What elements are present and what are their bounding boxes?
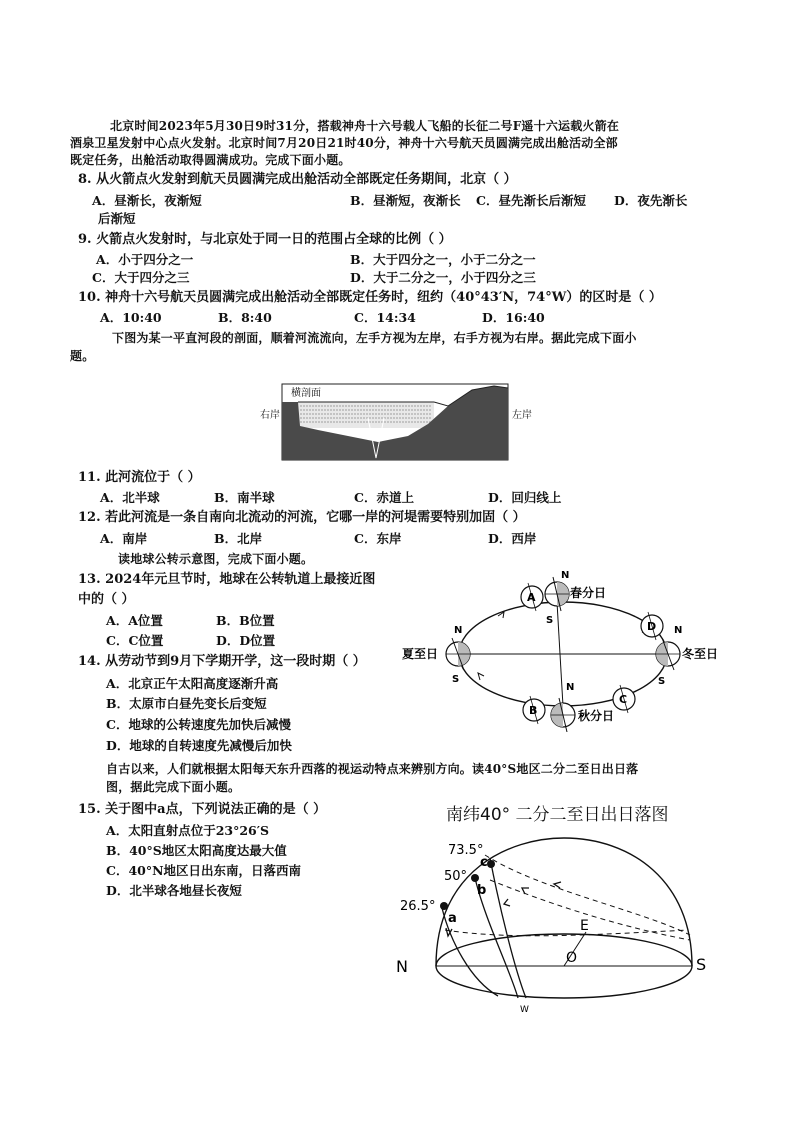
west-label: W — [520, 1005, 529, 1014]
point-a-label: a — [448, 911, 457, 926]
passage-2-line-2: 题。 — [70, 349, 95, 363]
q8-option-d[interactable]: D．夜先渐长 — [614, 193, 688, 208]
position-b-marker — [523, 696, 545, 724]
passage-1-line-3: 既定任务，出舱活动取得圆满成功。完成下面小题。 — [70, 153, 351, 167]
q11-option-b[interactable]: B．南半球 — [214, 490, 275, 505]
left-bank-label: 左岸 — [512, 410, 532, 421]
q10-option-c[interactable]: C．14:34 — [354, 310, 416, 325]
q14-stem: 14. 从劳动节到9月下学期开学，这一段时期（ ） — [78, 654, 366, 669]
passage-1-line-2: 酒泉卫星发射中心点火发射。北京时间7月20日21时40分，神舟十六号航天员圆满完成出舱活动全部 — [70, 136, 618, 150]
passage-4-line-2: 图，据此完成下面小题。 — [106, 780, 241, 794]
q8-option-b[interactable]: B．昼渐短，夜渐长 — [350, 193, 461, 208]
position-b-label: B — [529, 704, 538, 717]
spring-equinox-earth — [545, 577, 569, 611]
orbit-n-label-3: N — [674, 625, 683, 636]
q11-option-a[interactable]: A．北半球 — [100, 490, 160, 505]
position-c-label: C — [619, 693, 628, 706]
q9-option-d[interactable]: D．大于二分之一，小于四分之三 — [350, 270, 536, 285]
sun-path-figure-title: 南纬40° 二分二至日出日落图 — [446, 805, 669, 825]
summer-solstice-label: 夏至日 — [402, 647, 439, 661]
q13-stem-line-1: 13. 2024年元旦节时，地球在公转轨道上最接近图 — [78, 572, 376, 587]
autumn-equinox-earth — [551, 698, 575, 732]
q13-stem-line-2: 中的（ ） — [78, 592, 135, 607]
q8-stem: 8. 从火箭点火发射到航天员圆满完成出舱活动全部既定任务期间，北京（ ） — [78, 172, 517, 187]
south-label: S — [696, 955, 707, 974]
q12-option-d[interactable]: D．西岸 — [488, 531, 537, 546]
q9-option-a[interactable]: A．小于四分之一 — [96, 252, 194, 267]
orbit-n-label-4: N — [566, 682, 575, 693]
river-cross-section-figure — [258, 380, 538, 462]
q12-option-b[interactable]: B．北岸 — [214, 531, 263, 546]
q13-option-c[interactable]: C．C位置 — [106, 633, 164, 648]
q15-option-d[interactable]: D．北半球各地昼长夜短 — [106, 883, 242, 898]
q15-stem: 15. 关于图中a点，下列说法正确的是（ ） — [78, 802, 327, 817]
q12-option-a[interactable]: A．南岸 — [100, 531, 148, 546]
orbit-s-label-2: S — [452, 674, 460, 685]
winter-solstice-earth — [656, 638, 680, 670]
q14-option-d[interactable]: D．地球的自转速度先减慢后加快 — [106, 738, 292, 753]
passage-4-line-1: 自古以来，人们就根据太阳每天东升西落的视运动特点来辨别方向。读40°S地区二分二至日出日落 — [106, 762, 639, 776]
position-a-marker — [521, 583, 543, 611]
q10-option-b[interactable]: B．8:40 — [218, 310, 272, 325]
q8-option-a[interactable]: A．昼渐长，夜渐短 — [92, 193, 202, 208]
q15-option-c[interactable]: C．40°N地区日出东南，日落西南 — [106, 863, 302, 878]
summer-solstice-earth — [446, 638, 470, 670]
position-c-marker — [613, 685, 635, 713]
passage-1-line-1: 北京时间2023年5月30日9时31分，搭载神舟十六号载人飞船的长征二号F遥十六运载火箭在 — [110, 119, 620, 133]
passage-2-line-1: 下图为某一平直河段的剖面，顺着河流流向，左手方视为左岸，右手方视为右岸。据此完成下面小 — [112, 331, 637, 345]
passage-3: 读地球公转示意图，完成下面小题。 — [118, 552, 314, 566]
orbit-s-label-3: S — [658, 676, 666, 687]
q15-option-a[interactable]: A．太阳直射点位于23°26′S — [106, 823, 270, 838]
q9-option-b[interactable]: B．大于四分之一，小于二分之一 — [350, 252, 536, 267]
earth-orbit-figure — [398, 570, 728, 732]
q11-option-c[interactable]: C．赤道上 — [354, 490, 414, 505]
right-bank-label: 右岸 — [260, 410, 280, 421]
orbit-n-label-1: N — [561, 570, 570, 581]
q9-stem: 9. 火箭点火发射时，与北京处于同一日的范围占全球的比例（ ） — [78, 232, 452, 247]
river-figure-title: 横剖面 — [291, 388, 321, 399]
position-d-label: D — [647, 620, 657, 633]
point-c-label: c — [480, 855, 488, 870]
q14-option-a[interactable]: A．北京正午太阳高度逐渐升高 — [106, 676, 279, 691]
altitude-73-5-label: 73.5° — [448, 843, 484, 858]
east-label: E — [580, 918, 589, 934]
q11-option-d[interactable]: D．回归线上 — [488, 490, 562, 505]
q8-option-d-tail: 后渐短 — [98, 211, 136, 226]
q13-option-d[interactable]: D．D位置 — [216, 633, 276, 648]
center-o-label: O — [566, 950, 578, 966]
q12-stem: 12. 若此河流是一条自南向北流动的河流，它哪一岸的河堤需要特别加固（ ） — [78, 510, 526, 525]
q13-option-b[interactable]: B．B位置 — [216, 613, 275, 628]
altitude-26-5-label: 26.5° — [400, 899, 436, 914]
north-label: N — [396, 957, 408, 976]
q12-option-c[interactable]: C．东岸 — [354, 531, 402, 546]
q13-option-a[interactable]: A．A位置 — [106, 613, 163, 628]
q15-option-b[interactable]: B．40°S地区太阳高度达最大值 — [106, 843, 287, 858]
q10-option-a[interactable]: A．10:40 — [100, 310, 162, 325]
altitude-50-label: 50° — [444, 869, 468, 884]
sun-path-figure — [390, 830, 720, 1014]
q14-option-c[interactable]: C．地球的公转速度先加快后减慢 — [106, 717, 291, 732]
autumn-equinox-label: 秋分日 — [578, 709, 615, 723]
q11-stem: 11. 此河流位于（ ） — [78, 470, 201, 485]
orbit-n-label-2: N — [454, 625, 463, 636]
q14-option-b[interactable]: B．太原市白昼先变长后变短 — [106, 696, 267, 711]
point-b-label: b — [477, 883, 487, 898]
winter-solstice-label: 冬至日 — [682, 647, 719, 661]
q9-option-c[interactable]: C．大于四分之三 — [92, 270, 190, 285]
q10-option-d[interactable]: D．16:40 — [482, 310, 545, 325]
orbit-s-label-1: S — [546, 615, 554, 626]
position-a-label: A — [527, 591, 536, 604]
q8-option-c[interactable]: C．昼先渐长后渐短 — [476, 193, 586, 208]
q10-stem: 10. 神舟十六号航天员圆满完成出舱活动全部既定任务时，纽约（40°43′N，74°W）的区时是（ ） — [78, 290, 662, 305]
spring-equinox-label: 春分日 — [570, 586, 607, 600]
